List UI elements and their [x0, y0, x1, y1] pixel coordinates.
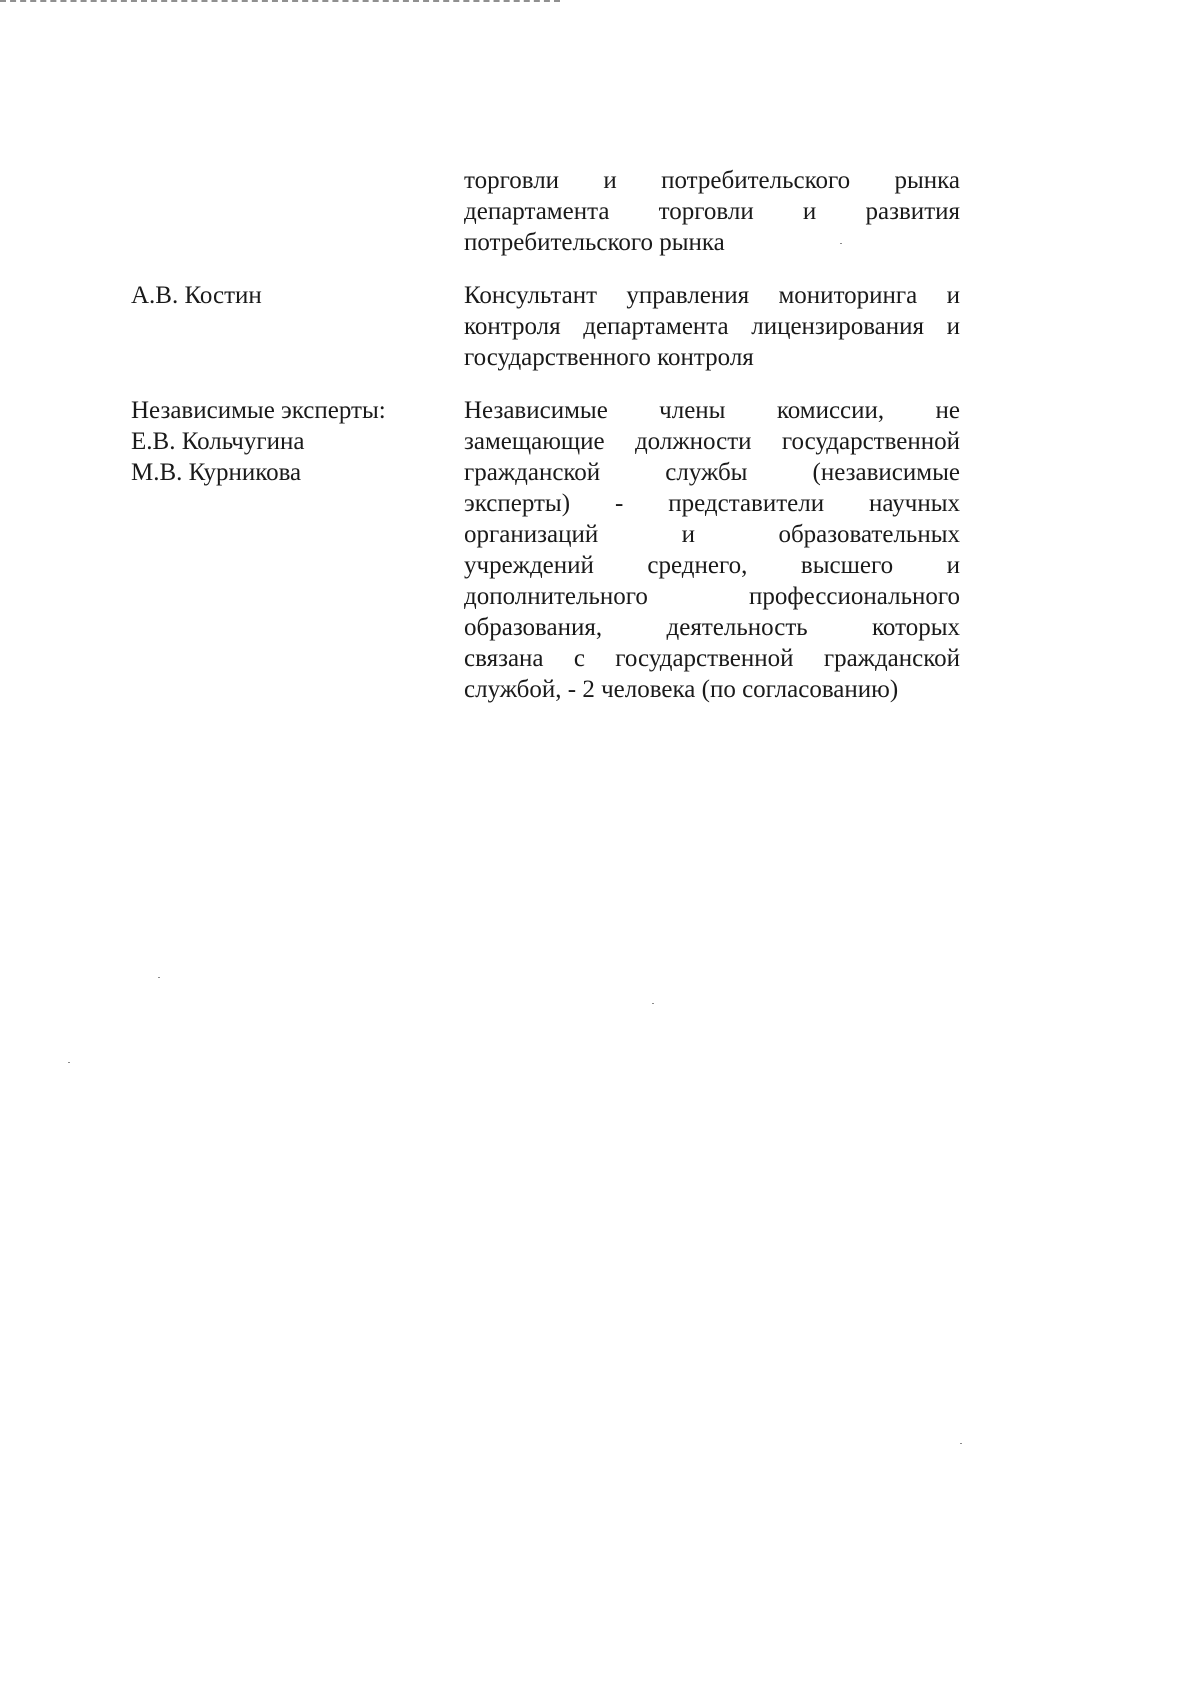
role-line: потребительского рынка [464, 229, 725, 256]
scan-speck [68, 1062, 70, 1063]
scan-speck [840, 243, 842, 244]
scan-speck [652, 1003, 654, 1004]
role-line: службой, - 2 человека (по согласованию) [464, 676, 899, 703]
member-role [464, 395, 960, 705]
role-line: Консультант управления мониторинга и [464, 282, 960, 309]
scan-speck [158, 977, 160, 978]
member-role [464, 165, 960, 258]
member-name-column [131, 395, 431, 488]
member-name: М.В. Курникова [131, 459, 302, 486]
role-line: замещающие должности государственной [464, 428, 960, 455]
role-line: организаций и образовательных [464, 521, 960, 548]
role-line: дополнительного профессионального [464, 583, 960, 610]
member-name-column [131, 280, 431, 311]
role-line: контроля департамента лицензирования и [464, 313, 960, 340]
role-line: Независимые члены комиссии, не [464, 397, 960, 424]
role-line: торговли и потребительского рынка [464, 167, 960, 194]
experts-heading: Независимые эксперты: [131, 397, 386, 424]
scan-speck [960, 1443, 962, 1444]
role-line: связана с государственной гражданской [464, 645, 960, 672]
role-line: государственного контроля [464, 344, 754, 371]
role-line: департамента торговли и развития [464, 198, 960, 225]
role-line: гражданской службы (независимые [464, 459, 960, 486]
member-name: А.В. Костин [131, 282, 262, 309]
role-line: эксперты) - представители научных [464, 490, 960, 517]
member-name: Е.В. Кольчугина [131, 428, 305, 455]
member-role [464, 280, 960, 373]
role-line: учреждений среднего, высшего и [464, 552, 960, 579]
role-line: образования, деятельность которых [464, 614, 960, 641]
